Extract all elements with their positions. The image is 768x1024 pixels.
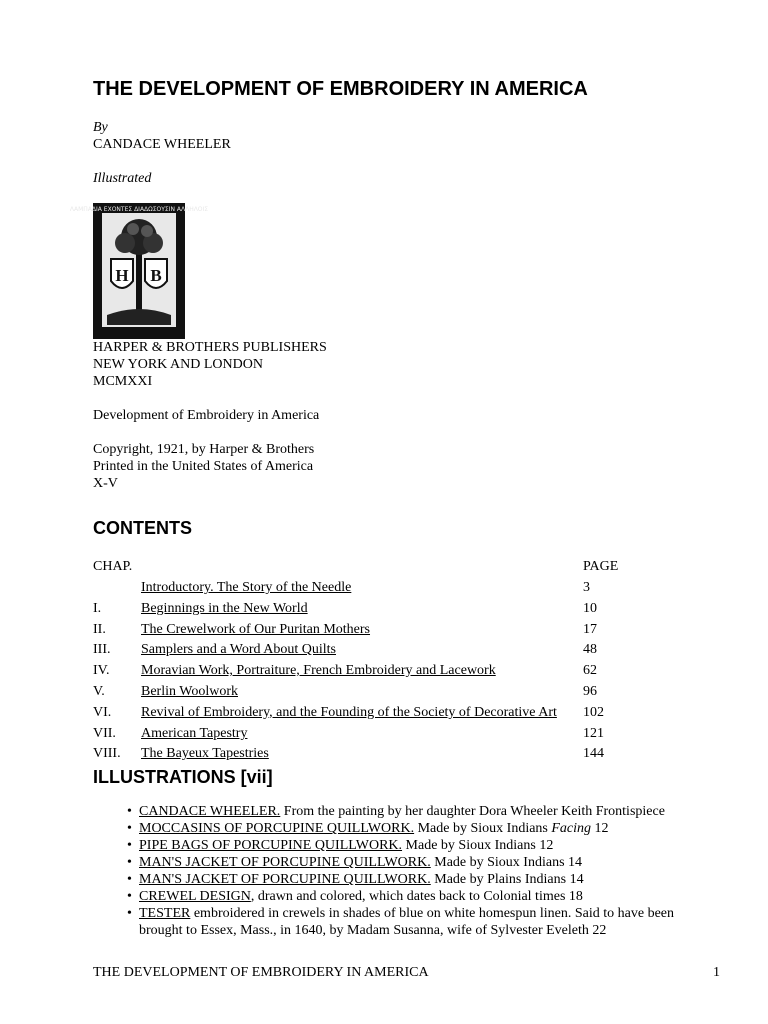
illustration-item [127, 820, 707, 837]
bullet-icon: • [127, 889, 132, 904]
toc-chapter-link[interactable]: The Bayeux Tapestries [141, 746, 269, 761]
running-title: Development of Embroidery in America [93, 408, 320, 423]
toc-chapter-link[interactable]: Moravian Work, Portraiture, French Embroidery and Lacework [141, 663, 496, 678]
toc-chapter-number: III. [93, 642, 111, 657]
contents-heading: CONTENTS [93, 518, 192, 538]
illustration-item [127, 905, 707, 939]
toc-page-number: 144 [583, 746, 604, 761]
toc-chapter-link[interactable]: Introductory. The Story of the Needle [141, 580, 352, 595]
toc-row [93, 662, 693, 682]
publication-year: MCMXXI [93, 374, 153, 389]
toc-chapter-number: II. [93, 622, 106, 637]
bullet-icon: • [127, 906, 132, 921]
illustration-caption: Made by Plains Indians 14 [430, 872, 584, 887]
by-label: By [93, 120, 108, 135]
toc-chapter-link[interactable]: The Crewelwork of Our Puritan Mothers [141, 622, 371, 637]
toc-chapter-number: V. [93, 684, 105, 699]
toc-row [93, 725, 693, 745]
copyright-line: Copyright, 1921, by Harper & Brothers [93, 442, 315, 457]
illustration-item [127, 837, 707, 854]
author-name: CANDACE WHEELER [93, 137, 231, 152]
footer-title: THE DEVELOPMENT OF EMBROIDERY IN AMERICA [93, 965, 429, 980]
bullet-icon: • [127, 804, 132, 819]
chap-header: CHAP. [93, 559, 133, 574]
bullet-icon: • [127, 821, 132, 836]
edition-code: X-V [93, 476, 118, 491]
illustrations-heading: ILLUSTRATIONS [vii] [93, 767, 273, 787]
illustration-item [127, 871, 707, 888]
illustration-caption: Made by Sioux Indians [414, 821, 552, 836]
illustrations-list [127, 803, 707, 939]
toc-chapter-number: VIII. [93, 746, 121, 761]
svg-text:H: H [115, 266, 129, 285]
bullet-icon: • [127, 872, 132, 887]
toc-chapter-link[interactable]: American Tapestry [141, 726, 248, 741]
illustration-caption: Made by Sioux Indians 12 [402, 838, 554, 853]
toc-row [93, 579, 693, 599]
illustration-link[interactable]: TESTER [139, 906, 191, 921]
illustration-caption: , drawn and colored, which dates back to Colonial times 18 [250, 889, 583, 904]
toc-row [93, 600, 693, 620]
toc-page-number: 48 [583, 642, 597, 657]
illustration-facing: Facing [551, 821, 592, 836]
publisher-place: NEW YORK AND LONDON [93, 357, 263, 372]
illustration-caption: From the painting by her daughter Dora Wheeler Keith Frontispiece [280, 804, 665, 819]
illustration-link[interactable]: MAN'S JACKET OF PORCUPINE QUILLWORK. [139, 855, 431, 870]
book-title: THE DEVELOPMENT OF EMBROIDERY IN AMERICA [93, 78, 588, 100]
toc-chapter-number: VI. [93, 705, 112, 720]
illustration-link[interactable]: MOCCASINS OF PORCUPINE QUILLWORK. [139, 821, 415, 836]
illustration-link[interactable]: CREWEL DESIGN [139, 889, 251, 904]
toc-row [93, 641, 693, 661]
toc-row [93, 704, 693, 724]
toc-page-number: 96 [583, 684, 597, 699]
illustration-caption: Made by Sioux Indians 14 [430, 855, 583, 870]
illustration-item [127, 888, 707, 905]
toc-page-number: 102 [583, 705, 604, 720]
toc-page-number: 62 [583, 663, 597, 678]
toc-row [93, 745, 693, 765]
publisher-name: HARPER & BROTHERS PUBLISHERS [93, 340, 327, 355]
bullet-icon: • [127, 838, 132, 853]
toc-page-number: 17 [583, 622, 597, 637]
illustration-item [127, 854, 707, 871]
toc-chapter-link[interactable]: Revival of Embroidery, and the Founding of the Society of Decorative Art [141, 705, 557, 720]
page-number: 1 [713, 965, 720, 980]
toc-chapter-number: VII. [93, 726, 116, 741]
toc-page-number: 3 [583, 580, 590, 595]
illustration-link[interactable]: MAN'S JACKET OF PORCUPINE QUILLWORK. [139, 872, 431, 887]
printed-line: Printed in the United States of America [93, 459, 314, 474]
svg-text:ΛΑΜΠΑΔΙΑ ΕΧΟΝΤΕΣ ΔΙΑΔΩΣΟΥΣΙΝ Α: ΛΑΜΠΑΔΙΑ ΕΧΟΝΤΕΣ ΔΙΑΔΩΣΟΥΣΙΝ ΑΛΛΗΛΟΙΣ [69, 206, 209, 213]
toc-page-number: 121 [583, 726, 604, 741]
toc-chapter-number: IV. [93, 663, 110, 678]
toc-page-number: 10 [583, 601, 597, 616]
illustration-link[interactable]: CANDACE WHEELER. [139, 804, 281, 819]
illustration-page: 12 [591, 821, 609, 836]
svg-text:B: B [150, 266, 162, 285]
illustrated-label: Illustrated [93, 171, 152, 186]
illustration-link[interactable]: PIPE BAGS OF PORCUPINE QUILLWORK. [139, 838, 403, 853]
page-header: PAGE [583, 559, 619, 574]
illustration-caption: embroidered in crewels in shades of blue on white homespun linen. Said to have been brought to Essex, Mass., in 1640, by Madam Susanna, wife of Sylvester Eveleth 22 [139, 906, 674, 938]
toc-chapter-link[interactable]: Beginnings in the New World [141, 601, 308, 616]
toc-chapter-number: I. [93, 601, 102, 616]
toc-row [93, 683, 693, 703]
toc-chapter-link[interactable]: Berlin Woolwork [141, 684, 238, 699]
toc-header-row [93, 558, 693, 578]
toc-chapter-link[interactable]: Samplers and a Word About Quilts [141, 642, 336, 657]
publisher-emblem-icon [69, 203, 209, 339]
toc-row [93, 621, 693, 641]
bullet-icon: • [127, 855, 132, 870]
illustration-item [127, 803, 707, 820]
